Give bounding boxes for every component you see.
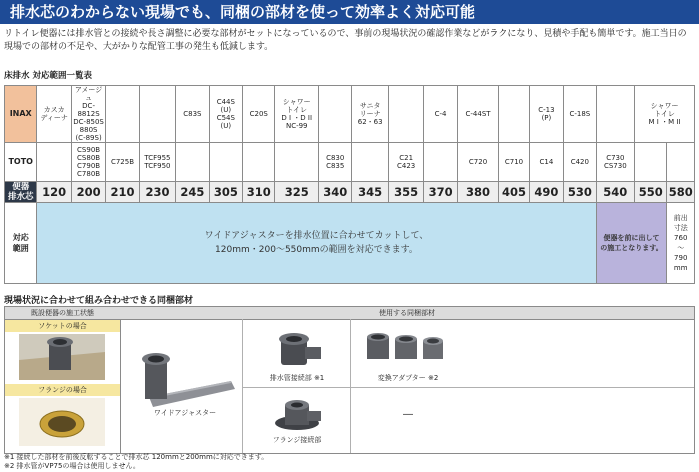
banner-title: 排水芯のわからない現場でも、同梱の部材を使って効率よく対応可能 <box>0 0 699 24</box>
toto-cell: C730 CS730 <box>596 143 635 182</box>
inax-cell: カスカ ディーナ <box>37 86 71 143</box>
drain-size-cell: 540 <box>596 182 635 203</box>
drain-range-table <box>4 85 695 284</box>
toto-cell <box>37 143 71 182</box>
drain-size-cell: 550 <box>635 182 667 203</box>
drain-joint-photo <box>267 325 327 371</box>
drain-size-cell: 370 <box>424 182 457 203</box>
section-title-range-table: 床排水 対応範囲一覧表 <box>4 71 92 81</box>
inax-cell: アメージュ DC-8812S DC-850S 880S (C-89S) <box>73 86 104 142</box>
inax-cell: シャワー トイレ D I ・D II NC-99 <box>275 86 319 143</box>
toto-cell <box>424 143 457 182</box>
inax-cell <box>319 86 352 143</box>
range-front-dimension: 前出 寸法 760 ～ 790 mm <box>667 203 695 284</box>
existing-state-header: 既設便器の施工状態 <box>5 307 120 320</box>
toto-cell: C720 <box>457 143 499 182</box>
range-label: 対応 範囲 <box>5 203 37 284</box>
drain-size-label: 便器 排水芯 <box>5 182 37 203</box>
socket-label: ソケットの場合 <box>5 320 120 332</box>
wide-adjuster-photo <box>131 345 236 415</box>
drain-size-cell: 405 <box>499 182 529 203</box>
flange-joint-caption: フランジ接続部 <box>272 436 322 444</box>
no-part-dash: ― <box>403 409 413 420</box>
drain-size-cell: 200 <box>71 182 105 203</box>
adapter-caption: 変換アダプター ※2 <box>377 374 439 382</box>
inax-cell: C-13 (P) <box>529 86 563 143</box>
inax-cell <box>106 86 139 143</box>
inax-cell: シャワー トイレ M I ・M II <box>635 86 695 143</box>
wide-adjuster-caption: ワイドアジャスター <box>153 409 217 417</box>
drain-size-cell: 530 <box>564 182 596 203</box>
toto-cell <box>635 143 667 182</box>
toto-cell: C420 <box>564 143 596 182</box>
existing-state-column <box>5 307 121 453</box>
toto-cell <box>176 143 209 182</box>
parts-divider <box>242 319 243 453</box>
parts-divider <box>350 319 351 453</box>
toto-cell <box>275 143 319 182</box>
drain-size-cell: 380 <box>457 182 499 203</box>
range-main-band: ワイドアジャスターを排水位置に合わせてカットして、 120mm・200～550mmの範囲を対応できます。 <box>37 203 596 284</box>
flange-joint-photo <box>269 393 329 433</box>
toto-cell <box>243 143 275 182</box>
inax-cell: C20S <box>243 86 275 143</box>
parts-panel <box>4 306 695 454</box>
drain-size-cell: 580 <box>667 182 695 203</box>
drain-size-cell: 345 <box>352 182 388 203</box>
inax-cell: サニタ リーナ 62・63 <box>352 86 388 143</box>
toto-cell: C21 C423 <box>388 143 423 182</box>
toto-cell: CS90B CS80B C790B C780B <box>71 143 105 182</box>
drain-joint-caption: 排水管接続部 ※1 <box>269 374 325 382</box>
drain-size-cell: 245 <box>176 182 209 203</box>
drain-size-cell: 355 <box>388 182 423 203</box>
drain-size-cell: 490 <box>529 182 563 203</box>
toto-cell: C710 <box>499 143 529 182</box>
toto-cell: C14 <box>529 143 563 182</box>
drain-size-cell: 325 <box>275 182 319 203</box>
inax-cell: C-18S <box>564 86 596 143</box>
drain-size-cell: 230 <box>139 182 175 203</box>
footnote-2: ※2 排水管がVP75の場合は使用しません。 <box>4 462 140 470</box>
drain-size-cell: 305 <box>209 182 242 203</box>
flange-label: フランジの場合 <box>5 384 120 396</box>
toto-cell: C830 C835 <box>319 143 352 182</box>
drain-size-cell: 310 <box>243 182 275 203</box>
toto-cell <box>209 143 242 182</box>
inax-cell: C-44ST <box>457 86 499 143</box>
adapter-photo <box>363 327 449 367</box>
flange-photo <box>19 398 105 446</box>
inax-cell <box>499 86 529 143</box>
drain-size-cell: 340 <box>319 182 352 203</box>
bundled-parts-header: 使用する同梱部材 <box>120 307 694 320</box>
inax-cell <box>596 86 635 143</box>
inax-cell <box>139 86 175 143</box>
inax-cell: C44S (U) C54S (U) <box>209 86 242 143</box>
inax-cell: C-4 <box>424 86 457 143</box>
footnote-1: ※1 接続した部材を前後反転することで排水芯 120mmと200mmに対応できます。 <box>4 453 269 461</box>
toto-label: TOTO <box>5 143 37 182</box>
socket-photo <box>19 334 105 380</box>
inax-cell: C83S <box>176 86 209 143</box>
drain-size-cell: 210 <box>106 182 139 203</box>
inax-label: INAX <box>5 86 37 143</box>
parts-divider <box>242 387 694 388</box>
range-front-band: 便器を前に出して の施工となります。 <box>596 203 667 284</box>
intro-text: リトイレ便器には排水管との接続や長さ調整に必要な部材がセットになっているので、事前の現場状況の確認作業などがラクになり、見積や手配も簡単です。施工当日の現場での部材の不足や、大がかりな配管工事の発生も低減します。 <box>4 29 687 52</box>
toto-cell: TCF955 TCF950 <box>139 143 175 182</box>
toto-cell <box>667 143 695 182</box>
toto-cell <box>352 143 388 182</box>
inax-cell <box>388 86 423 143</box>
section-title-parts: 現場状況に合わせて組み合わせできる同梱部材 <box>4 296 194 306</box>
drain-size-cell: 120 <box>37 182 71 203</box>
toto-cell: C725B <box>106 143 139 182</box>
